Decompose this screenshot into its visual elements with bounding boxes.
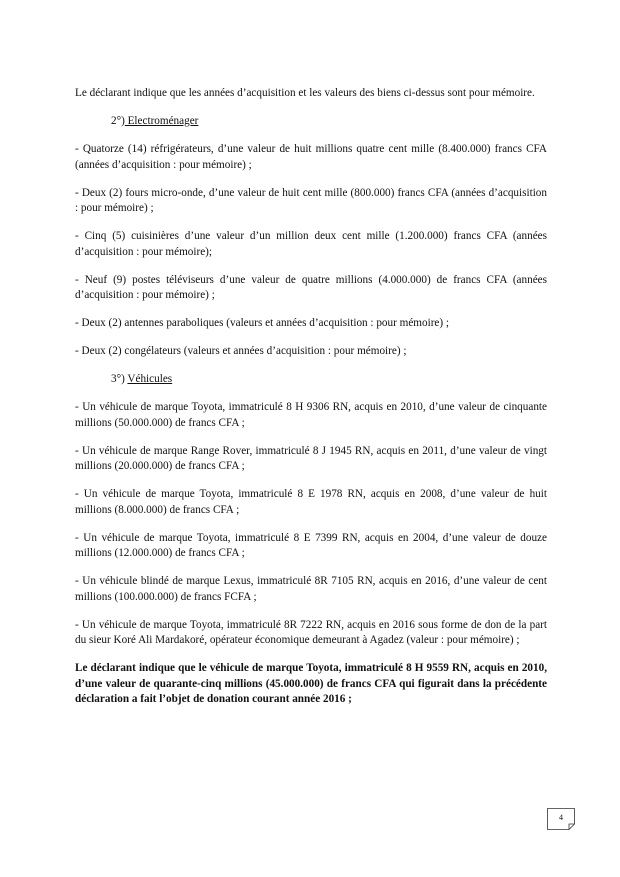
section-title: Electroménager (124, 115, 199, 127)
closing-statement: Le déclarant indique que le véhicule de marque Toyota, immatriculé 8 H 9559 RN, acquis en 2010, d’une valeur de quarante-cinq millions (45.000.000) de francs CFA qui figurait dans la précédente déclaration a fait l’objet de donation courant année 2016 ; (75, 662, 547, 705)
list-item-vehicule: - Un véhicule de marque Toyota, immatriculé 8 H 9306 RN, acquis en 2010, d’une valeur de cinquante millions (50.000.000) de francs CFA ; (75, 401, 547, 429)
section-title: Véhicules (127, 373, 173, 385)
page-number: 4 (559, 813, 563, 822)
section-number: 3°) (111, 373, 125, 385)
list-item-vehicule: - Un véhicule de marque Toyota, immatriculé 8 E 7399 RN, acquis en 2004, d’une valeur de douze millions (12.000.000) de francs CFA ; (75, 531, 547, 559)
document-page (75, 86, 547, 708)
intro-paragraph: Le déclarant indique que les années d’acquisition et les valeurs des biens ci-dessus sont pour mémoire. (75, 87, 535, 99)
list-item-electromenager: - Deux (2) antennes paraboliques (valeurs et années d’acquisition : pour mémoire) ; (75, 317, 450, 329)
list-item-vehicule: - Un véhicule de marque Toyota, immatriculé 8 E 1978 RN, acquis en 2008, d’une valeur de huit millions (8.000.000) de francs CFA ; (75, 488, 547, 516)
section-number: 2°) (111, 115, 125, 127)
list-item-vehicule: - Un véhicule de marque Toyota, immatriculé 8R 7222 RN, acquis en 2016 sous forme de don de la part du sieur Koré Ali Mardakoré, opérateur économique demeurant à Agadez (valeur : pour mémoire) ; (75, 618, 547, 646)
list-item-vehicule: - Un véhicule de marque Range Rover, immatriculé 8 J 1945 RN, acquis en 2011, d’une valeur de vingt millions (20.000.000) de francs CFA ; (75, 444, 547, 472)
page-number-badge (547, 808, 575, 830)
section-heading-electromenager (75, 114, 547, 130)
list-item-electromenager: - Deux (2) fours micro-onde, d’une valeur de huit cent mille (800.000) francs CFA (années d’acquisition : pour mémoire) ; (75, 186, 547, 214)
list-item-electromenager: - Deux (2) congélateurs (valeurs et années d’acquisition : pour mémoire) ; (75, 345, 407, 357)
list-item-electromenager: - Cinq (5) cuisinières d’une valeur d’un million deux cent mille (1.200.000) francs CFA (années d’acquisition : pour mémoire); (75, 230, 547, 258)
list-item-electromenager: - Neuf (9) postes téléviseurs d’une valeur de quatre millions (4.000.000) de francs CFA (années d’acquisition : pour mémoire) ; (75, 273, 547, 301)
section-heading-vehicules (75, 372, 547, 388)
list-item-vehicule: - Un véhicule blindé de marque Lexus, immatriculé 8R 7105 RN, acquis en 2016, d’une valeur de cent millions (100.000.000) de francs FCFA ; (75, 575, 547, 603)
list-item-electromenager: - Quatorze (14) réfrigérateurs, d’une valeur de huit millions quatre cent mille (8.400.000) francs CFA (années d’acquisition : pour mémoire) ; (75, 143, 547, 171)
